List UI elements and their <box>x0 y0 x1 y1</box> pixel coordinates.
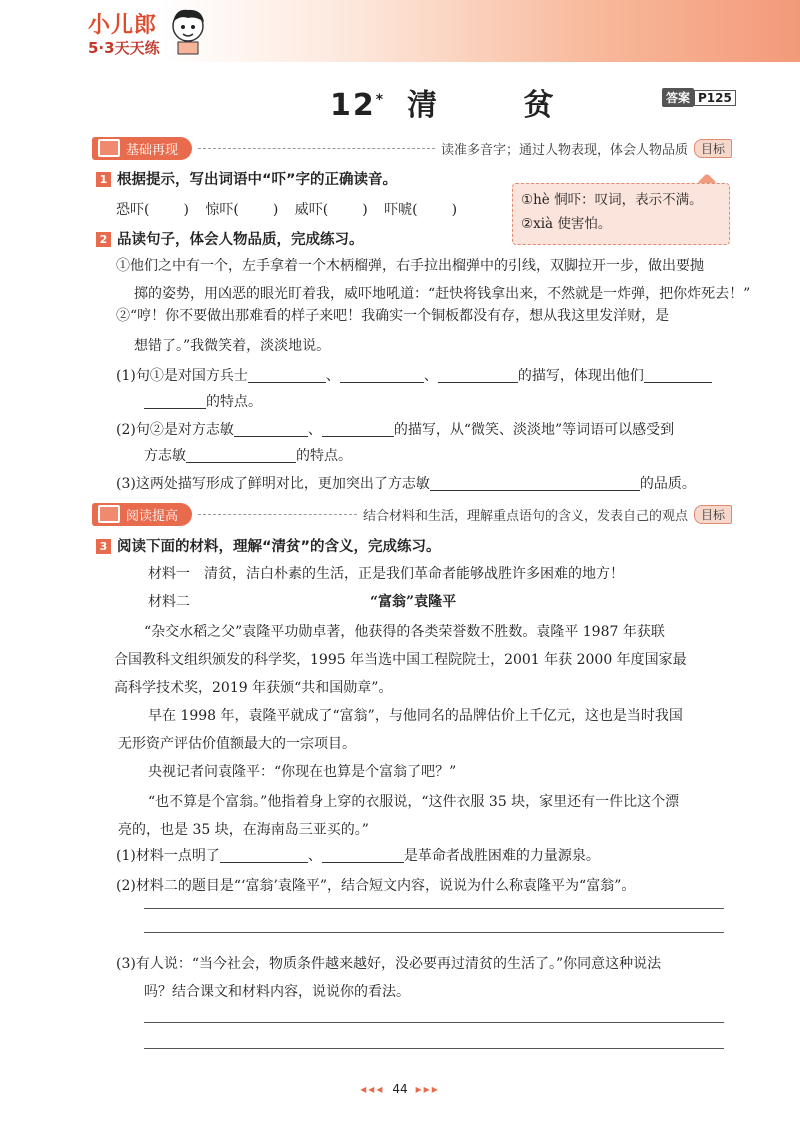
target-tag: 目标 <box>694 139 732 158</box>
note-line: ①hè 恫吓：叹词，表示不满。 <box>521 192 703 208</box>
question-text: 阅读下面的材料，理解“清贫”的含义，完成练习。 <box>117 539 441 555</box>
sub-question-2: (2)材料二的题目是“‘富翁’袁隆平”，结合短文内容，说说为什么称袁隆平为“富翁”。 <box>116 878 636 894</box>
text: (3)这两处描写形成了鲜明对比，更加突出了方志敏 <box>116 476 430 492</box>
word-close: ) <box>183 202 189 218</box>
lesson-name: 清 贫 <box>407 88 592 123</box>
paragraph-1 <box>114 622 734 698</box>
answer-reference <box>662 88 736 107</box>
text-line: 掷的姿势，用凶恶的眼光盯着我，威吓地吼道：“赶快将钱拿出来，不然就是一炸弹，把你炸死去！” <box>134 286 751 302</box>
question-2-prompt <box>96 228 364 249</box>
brand-logo <box>88 8 160 58</box>
pronunciation-note <box>512 183 730 245</box>
part-2-cont <box>144 446 352 466</box>
answer-blank[interactable] <box>430 476 640 491</box>
text-line: 无形资产评估价值额最大的一宗项目。 <box>118 736 356 752</box>
book-icon <box>98 139 120 157</box>
text-line: “杂交水稻之父”袁隆平功勋卓著，他获得的各类荣誉数不胜数。袁隆平 1987 年获联 <box>144 624 665 640</box>
section-basic-badge <box>92 137 192 160</box>
right-arrows-icon: ▸▸▸ <box>415 1082 440 1096</box>
text: 是革命者战胜困难的力量源泉。 <box>403 848 600 864</box>
answer-blank[interactable] <box>220 848 308 863</box>
text: 的描写，体现出他们 <box>517 368 644 384</box>
text: 、 <box>325 368 340 384</box>
question-text: 根据提示，写出词语中“吓”字的正确读音。 <box>117 172 398 188</box>
answer-blank[interactable] <box>248 368 326 383</box>
word-close: ) <box>272 202 279 218</box>
section-reading-label: 阅读提高 <box>126 508 179 524</box>
section-reading-header <box>92 503 732 525</box>
word-item: 恐吓( <box>116 202 150 218</box>
text: 的品质。 <box>639 476 696 492</box>
answer-line[interactable] <box>144 1022 724 1023</box>
answer-blank[interactable] <box>644 368 712 383</box>
divider <box>198 513 357 515</box>
answer-blank[interactable] <box>340 368 424 383</box>
answer-blank[interactable] <box>322 848 404 863</box>
text: 、 <box>307 848 322 864</box>
brand-title: 小儿郎 <box>88 13 158 38</box>
page-footer <box>0 1082 800 1096</box>
text-line: 想错了。”我微笑着，淡淡地说。 <box>134 338 331 354</box>
question-number: 1 <box>96 172 111 187</box>
text: (2)句②是对方志敏 <box>116 422 234 438</box>
page-number: 44 <box>392 1082 408 1096</box>
question-1-prompt <box>96 168 397 189</box>
text: (1)句①是对国方兵士 <box>116 368 248 384</box>
lesson-star: * <box>375 92 386 108</box>
lesson-title <box>330 80 592 124</box>
mascot-icon <box>168 6 208 56</box>
section-reading-badge <box>92 503 192 526</box>
sentence-1 <box>116 256 751 304</box>
divider <box>198 147 435 149</box>
text-line: 高科学技术奖，2019 年获颁“共和国勋章”。 <box>114 680 393 696</box>
answer-blank[interactable] <box>144 394 206 409</box>
question-number: 2 <box>96 232 111 247</box>
question-number: 3 <box>96 539 111 554</box>
text-line: 吗？结合课文和材料内容，说说你的看法。 <box>144 984 410 1000</box>
question-text: 品读句子，体会人物品质，完成练习。 <box>117 232 364 248</box>
material-2-title: “富翁”袁隆平 <box>370 594 457 610</box>
text: 、 <box>307 422 322 438</box>
part-3 <box>116 474 696 494</box>
answer-label: 答案 <box>662 88 694 107</box>
answer-blank[interactable] <box>322 422 394 437</box>
answer-blank[interactable] <box>186 448 296 463</box>
text: 的特点。 <box>296 448 352 464</box>
paragraph-4 <box>118 792 680 840</box>
word-close: ) <box>362 202 368 218</box>
material-1: 材料一 清贫，洁白朴素的生活，正是我们革命者能够战胜许多困难的地方！ <box>148 566 624 582</box>
text: 的描写，从“微笑、淡淡地”等词语可以感受到 <box>393 422 675 438</box>
brand-subtitle: 5·3天天练 <box>88 39 160 57</box>
section-basic-desc: 读准多音字；通过人物表现，体会人物品质 <box>440 142 688 158</box>
section-reading-desc: 结合材料和生活，理解重点语句的含义，发表自己的观点 <box>362 508 688 524</box>
text-line: 早在 1998 年，袁隆平就成了“富翁”，与他同名的品牌估价上千亿元，这也是当时我国 <box>148 708 683 724</box>
text-line: 合国教科文组织颁发的科学奖，1995 年当选中国工程院院士，2001 年获 2000 年度国家最 <box>114 652 687 668</box>
question-1-words <box>116 200 457 220</box>
sub-question-1 <box>116 846 600 866</box>
text: 方志敏 <box>144 448 186 464</box>
paragraph-3: 央视记者问袁隆平：“你现在也算是个富翁了吧？” <box>148 764 457 780</box>
text: 、 <box>423 368 438 384</box>
answer-line[interactable] <box>144 908 724 909</box>
answer-blank[interactable] <box>234 422 308 437</box>
answer-line[interactable] <box>144 932 724 933</box>
text: 的特点。 <box>206 394 262 410</box>
section-basic-header <box>92 137 732 159</box>
text-line: ①他们之中有一个，左手拿着一个木柄榴弹，右手拉出榴弹中的引线，双脚拉开一步，做出要抛 <box>116 258 704 274</box>
sub-question-3 <box>116 954 661 1002</box>
text-line: “也不算是个富翁。”他指着身上穿的衣服说，“这件衣服 35 块，家里还有一件比这个漂 <box>148 794 680 810</box>
note-line: ②xià 使害怕。 <box>521 216 612 232</box>
book-icon <box>98 505 120 523</box>
material-2-label: 材料二 <box>148 594 190 610</box>
answer-page: P125 <box>694 90 736 106</box>
text: (1)材料一点明了 <box>116 848 220 864</box>
lesson-number: 12 <box>330 88 376 123</box>
target-tag: 目标 <box>694 505 732 524</box>
word-close: ) <box>451 202 458 218</box>
part-1-cont <box>144 392 262 412</box>
question-3-prompt <box>96 535 441 556</box>
left-arrows-icon: ◂◂◂ <box>360 1082 385 1096</box>
word-item: 威吓( <box>294 202 329 218</box>
part-1 <box>116 366 712 386</box>
text-line: ②“哼！你不要做出那难看的样子来吧！我确实一个铜板都没有存，想从我这里发洋财，是 <box>116 308 670 324</box>
paragraph-2 <box>118 706 683 754</box>
word-item: 惊吓( <box>205 202 239 218</box>
section-basic-label: 基础再现 <box>126 142 179 158</box>
answer-blank[interactable] <box>438 368 518 383</box>
part-2 <box>116 420 674 440</box>
word-item: 吓唬( <box>384 202 418 218</box>
text-line: 亮的，也是 35 块，在海南岛三亚买的。” <box>118 822 369 838</box>
sentence-2 <box>116 306 669 356</box>
answer-line[interactable] <box>144 1048 724 1049</box>
text-line: (3)有人说：“当今社会，物质条件越来越好，没必要再过清贫的生活了。”你同意这种说法 <box>116 956 662 972</box>
